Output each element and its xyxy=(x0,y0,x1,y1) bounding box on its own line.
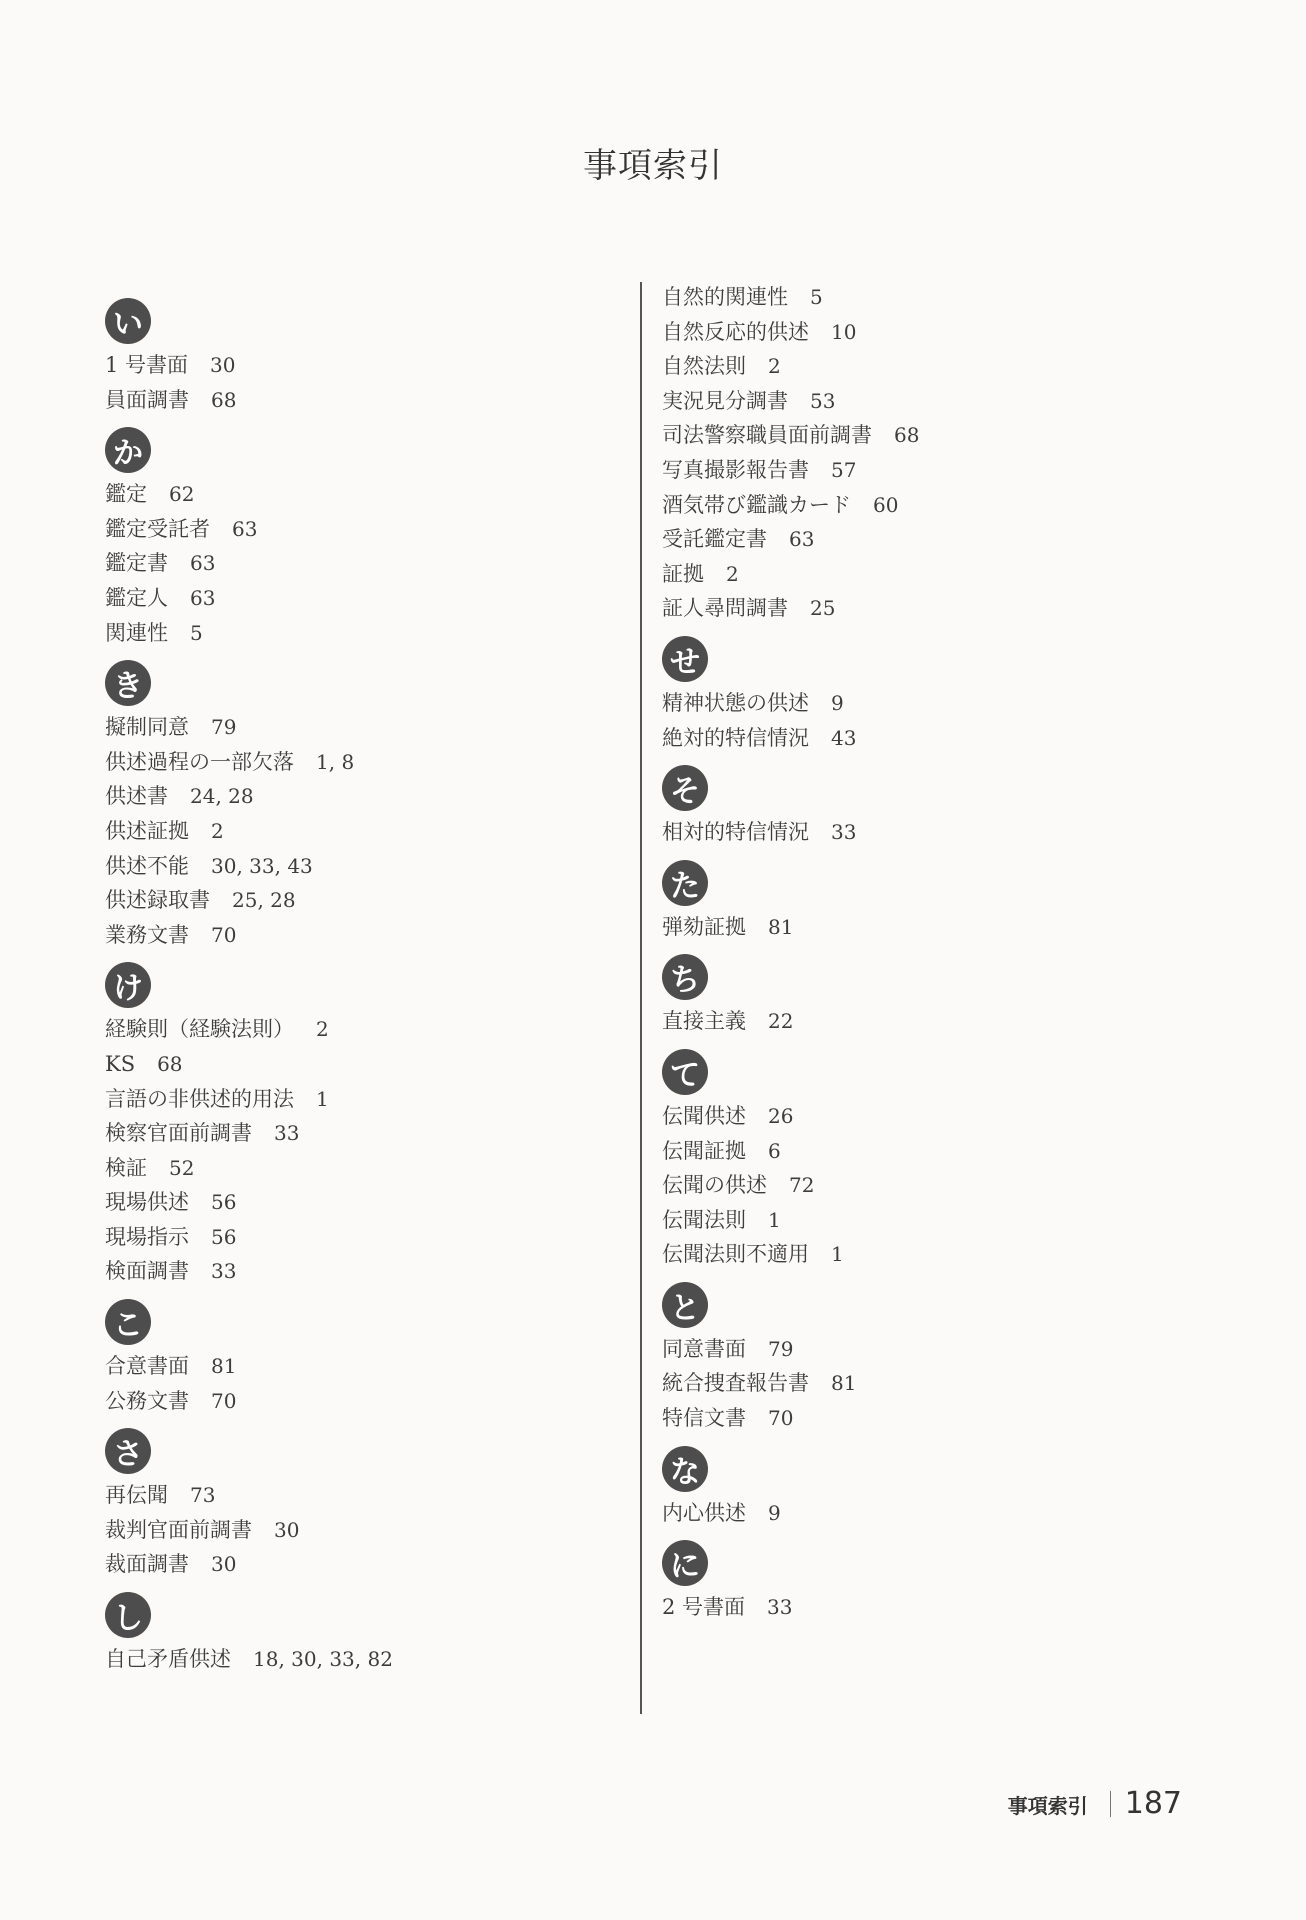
index-page-refs: 52 xyxy=(169,1155,195,1180)
index-entry xyxy=(662,1203,1202,1238)
index-entry xyxy=(105,546,625,581)
index-term: 特信文書 xyxy=(662,1406,746,1431)
kana-heading-badge: し xyxy=(105,1592,151,1638)
index-entry xyxy=(105,616,625,651)
index-entry xyxy=(662,686,1202,721)
index-term: 絶対的特信情況 xyxy=(662,725,809,750)
index-term: 統合捜査報告書 xyxy=(662,1371,809,1396)
index-term: 相対的特信情況 xyxy=(662,820,809,845)
index-term: 自然的関連性 xyxy=(662,285,788,309)
index-entry xyxy=(662,910,1202,945)
kana-heading-badge: き xyxy=(105,660,151,706)
footer-divider xyxy=(1110,1791,1111,1817)
index-entry xyxy=(105,814,625,849)
index-entry xyxy=(662,315,1202,350)
index-entry xyxy=(662,488,1202,523)
index-term: 検面調書 xyxy=(105,1259,189,1284)
index-entry xyxy=(105,581,625,616)
index-page-refs: 30 xyxy=(211,1552,237,1577)
index-page-refs: 70 xyxy=(211,1388,237,1413)
index-term: 合意書面 xyxy=(105,1354,189,1379)
index-entry xyxy=(105,383,625,418)
index-term: 伝聞供述 xyxy=(662,1103,746,1128)
index-entry xyxy=(662,1099,1202,1134)
index-term: 現場指示 xyxy=(105,1224,189,1249)
index-page-refs: 81 xyxy=(211,1354,237,1379)
index-term: 擬制同意 xyxy=(105,715,189,740)
index-entry xyxy=(662,591,1202,626)
kana-heading-badge: さ xyxy=(105,1428,151,1474)
index-entry xyxy=(105,1185,625,1220)
index-page-refs: 30 xyxy=(210,353,236,377)
index-entry xyxy=(105,1012,625,1047)
index-page-refs: 68 xyxy=(157,1051,183,1076)
index-entry xyxy=(662,557,1202,592)
index-page-refs: 22 xyxy=(768,1009,794,1034)
index-section xyxy=(105,298,625,417)
index-page-refs: 18, 30, 33, 82 xyxy=(253,1647,393,1672)
footer-section-label: 事項索引 xyxy=(1007,1794,1088,1818)
index-entry xyxy=(105,512,625,547)
index-page-refs: 62 xyxy=(169,482,195,507)
index-page-refs: 33 xyxy=(831,820,857,845)
index-entry xyxy=(105,745,625,780)
page-footer xyxy=(1008,1786,1182,1821)
index-entry xyxy=(662,1004,1202,1039)
page-number: 187 xyxy=(1124,1786,1182,1821)
index-term: 経験則（経験法則） xyxy=(105,1017,294,1042)
index-entry xyxy=(662,349,1202,384)
index-entry xyxy=(105,348,625,383)
index-page-refs: 1 xyxy=(316,1086,329,1111)
index-term: 鑑定人 xyxy=(105,585,168,610)
index-term: 同意書面 xyxy=(662,1336,746,1361)
index-term: 自己矛盾供述 xyxy=(105,1647,231,1672)
index-entry xyxy=(105,883,625,918)
index-entry xyxy=(105,1478,625,1513)
index-entry xyxy=(662,721,1202,756)
index-term: 受託鑑定書 xyxy=(662,527,767,552)
kana-heading-badge: こ xyxy=(105,1299,151,1345)
index-page-refs: 5 xyxy=(190,620,203,645)
index-term: KS xyxy=(105,1051,136,1076)
index-term: 言語の非供述的用法 xyxy=(105,1086,294,1111)
index-term: 員面調書 xyxy=(105,387,189,412)
kana-heading-badge: て xyxy=(662,1049,708,1095)
index-page-refs: 70 xyxy=(211,922,237,947)
index-entry xyxy=(105,1349,625,1384)
index-term: 公務文書 xyxy=(105,1388,189,1413)
index-entry xyxy=(662,384,1202,419)
index-term: 鑑定 xyxy=(105,482,147,507)
index-page-refs: 24, 28 xyxy=(190,784,254,809)
index-page-refs: 2 xyxy=(726,561,739,586)
index-page-refs: 33 xyxy=(274,1121,300,1146)
index-section xyxy=(662,1540,1202,1625)
index-page-refs: 70 xyxy=(768,1406,794,1431)
index-page-refs: 26 xyxy=(768,1103,794,1128)
index-section xyxy=(105,962,625,1289)
index-section xyxy=(662,860,1202,945)
index-entry xyxy=(662,815,1202,850)
index-term: 伝聞法則不適用 xyxy=(662,1242,809,1267)
index-term: 供述不能 xyxy=(105,853,189,878)
index-page-refs: 2 xyxy=(211,818,224,843)
index-entry xyxy=(105,1254,625,1289)
index-term: 自然反応的供述 xyxy=(662,319,809,344)
index-entry xyxy=(105,1116,625,1151)
index-section xyxy=(105,427,625,650)
index-term: 自然法則 xyxy=(662,354,746,379)
kana-heading-badge: い xyxy=(105,298,151,344)
index-term: 伝聞の供述 xyxy=(662,1173,767,1198)
kana-heading-badge: と xyxy=(662,1282,708,1328)
index-page-refs: 63 xyxy=(190,585,216,610)
index-term: 裁判官面前調書 xyxy=(105,1517,252,1542)
index-term: 伝聞証拠 xyxy=(662,1138,746,1163)
index-page-refs: 1 xyxy=(831,1242,844,1267)
index-term: 精神状態の供述 xyxy=(662,690,809,715)
kana-heading-badge: せ xyxy=(662,636,708,682)
index-section xyxy=(105,1299,625,1418)
index-term: 証人尋問調書 xyxy=(662,596,788,621)
index-entry xyxy=(662,1237,1202,1272)
index-page-refs: 33 xyxy=(767,1595,793,1620)
index-term: 供述録取書 xyxy=(105,888,210,913)
index-term: 検証 xyxy=(105,1155,147,1180)
index-page-refs: 68 xyxy=(211,387,237,412)
index-term: 1 号書面 xyxy=(105,353,189,377)
index-entry xyxy=(662,453,1202,488)
index-entry xyxy=(105,1547,625,1582)
index-section xyxy=(662,1049,1202,1272)
index-page-refs: 9 xyxy=(831,690,844,715)
index-section xyxy=(662,636,1202,755)
index-page-refs: 56 xyxy=(211,1224,237,1249)
index-term: 伝聞法則 xyxy=(662,1207,746,1232)
index-entry xyxy=(662,1168,1202,1203)
index-page-refs: 2 xyxy=(316,1017,329,1042)
index-entry xyxy=(105,1151,625,1186)
index-entry xyxy=(662,1134,1202,1169)
index-page-refs: 79 xyxy=(768,1336,794,1361)
index-section xyxy=(662,1446,1202,1531)
index-term: 実況見分調書 xyxy=(662,388,788,413)
index-term: 再伝聞 xyxy=(105,1483,168,1508)
index-page-refs: 1, 8 xyxy=(316,749,355,774)
index-page-refs: 2 xyxy=(768,354,781,379)
index-page-refs: 1 xyxy=(768,1207,781,1232)
kana-heading-badge: に xyxy=(662,1540,708,1586)
index-page-refs: 60 xyxy=(873,492,899,517)
index-page-refs: 56 xyxy=(211,1190,237,1215)
index-page-refs: 81 xyxy=(768,914,794,939)
index-page-refs: 30, 33, 43 xyxy=(211,853,313,878)
index-term: 直接主義 xyxy=(662,1009,746,1034)
index-page-refs: 30 xyxy=(274,1517,300,1542)
index-entry xyxy=(662,1332,1202,1367)
index-term: 証拠 xyxy=(662,561,704,586)
index-section xyxy=(662,765,1202,850)
index-page-refs: 73 xyxy=(190,1483,216,1508)
index-term: 弾劾証拠 xyxy=(662,914,746,939)
kana-heading-badge: か xyxy=(105,427,151,473)
index-entry xyxy=(105,710,625,745)
kana-heading-badge: ち xyxy=(662,954,708,1000)
kana-heading-badge: な xyxy=(662,1446,708,1492)
index-section xyxy=(662,954,1202,1039)
kana-heading-badge: け xyxy=(105,962,151,1008)
index-page-refs: 57 xyxy=(831,457,857,482)
index-term: 内心供述 xyxy=(662,1500,746,1525)
index-column-left xyxy=(105,288,625,1677)
index-page-refs: 53 xyxy=(810,388,836,413)
index-page-refs: 25 xyxy=(810,596,836,621)
index-term: 酒気帯び鑑識カード xyxy=(662,492,851,517)
column-divider xyxy=(640,282,642,1714)
index-page-refs: 68 xyxy=(894,423,920,448)
index-entry xyxy=(105,1384,625,1419)
index-term: 関連性 xyxy=(105,620,168,645)
kana-heading-badge: そ xyxy=(662,765,708,811)
index-entry xyxy=(105,1642,625,1677)
index-entry xyxy=(105,779,625,814)
index-entry xyxy=(105,849,625,884)
index-page-refs: 63 xyxy=(190,551,216,576)
index-page-refs: 43 xyxy=(831,725,857,750)
index-entry xyxy=(105,1047,625,1082)
index-section xyxy=(105,1428,625,1582)
index-term: 供述書 xyxy=(105,784,168,809)
index-entry xyxy=(662,1401,1202,1436)
index-section xyxy=(662,1282,1202,1436)
index-section xyxy=(105,1592,625,1677)
index-term: 検察官面前調書 xyxy=(105,1121,252,1146)
index-page-refs: 5 xyxy=(810,285,823,309)
index-page-refs: 63 xyxy=(789,527,815,552)
index-term: 2 号書面 xyxy=(662,1595,746,1620)
index-page-refs: 9 xyxy=(768,1500,781,1525)
index-term: 業務文書 xyxy=(105,922,189,947)
index-entry xyxy=(105,477,625,512)
index-entry xyxy=(662,280,1202,315)
index-entry xyxy=(662,1366,1202,1401)
index-term: 鑑定受託者 xyxy=(105,516,210,541)
index-term: 写真撮影報告書 xyxy=(662,457,809,482)
index-entry xyxy=(662,1590,1202,1625)
index-term: 司法警察職員面前調書 xyxy=(662,423,872,448)
index-term: 供述証拠 xyxy=(105,818,189,843)
index-section xyxy=(662,280,1202,626)
index-entry xyxy=(105,1082,625,1117)
index-column-right xyxy=(662,280,1202,1625)
index-term: 現場供述 xyxy=(105,1190,189,1215)
index-entry xyxy=(105,1513,625,1548)
page-title: 事項索引 xyxy=(583,146,723,186)
index-page-refs: 81 xyxy=(831,1371,857,1396)
index-page-refs: 33 xyxy=(211,1259,237,1284)
index-term: 鑑定書 xyxy=(105,551,168,576)
index-entry xyxy=(662,418,1202,453)
index-page-refs: 63 xyxy=(232,516,258,541)
index-page-refs: 79 xyxy=(211,715,237,740)
index-page-refs: 25, 28 xyxy=(232,888,296,913)
index-page-refs: 72 xyxy=(789,1173,815,1198)
kana-heading-badge: た xyxy=(662,860,708,906)
index-page-refs: 6 xyxy=(768,1138,781,1163)
index-term: 供述過程の一部欠落 xyxy=(105,749,294,774)
index-section xyxy=(105,660,625,952)
index-entry xyxy=(105,1220,625,1255)
index-entry xyxy=(662,1496,1202,1531)
index-entry xyxy=(105,918,625,953)
index-page-refs: 10 xyxy=(831,319,857,344)
index-term: 裁面調書 xyxy=(105,1552,189,1577)
index-entry xyxy=(662,522,1202,557)
